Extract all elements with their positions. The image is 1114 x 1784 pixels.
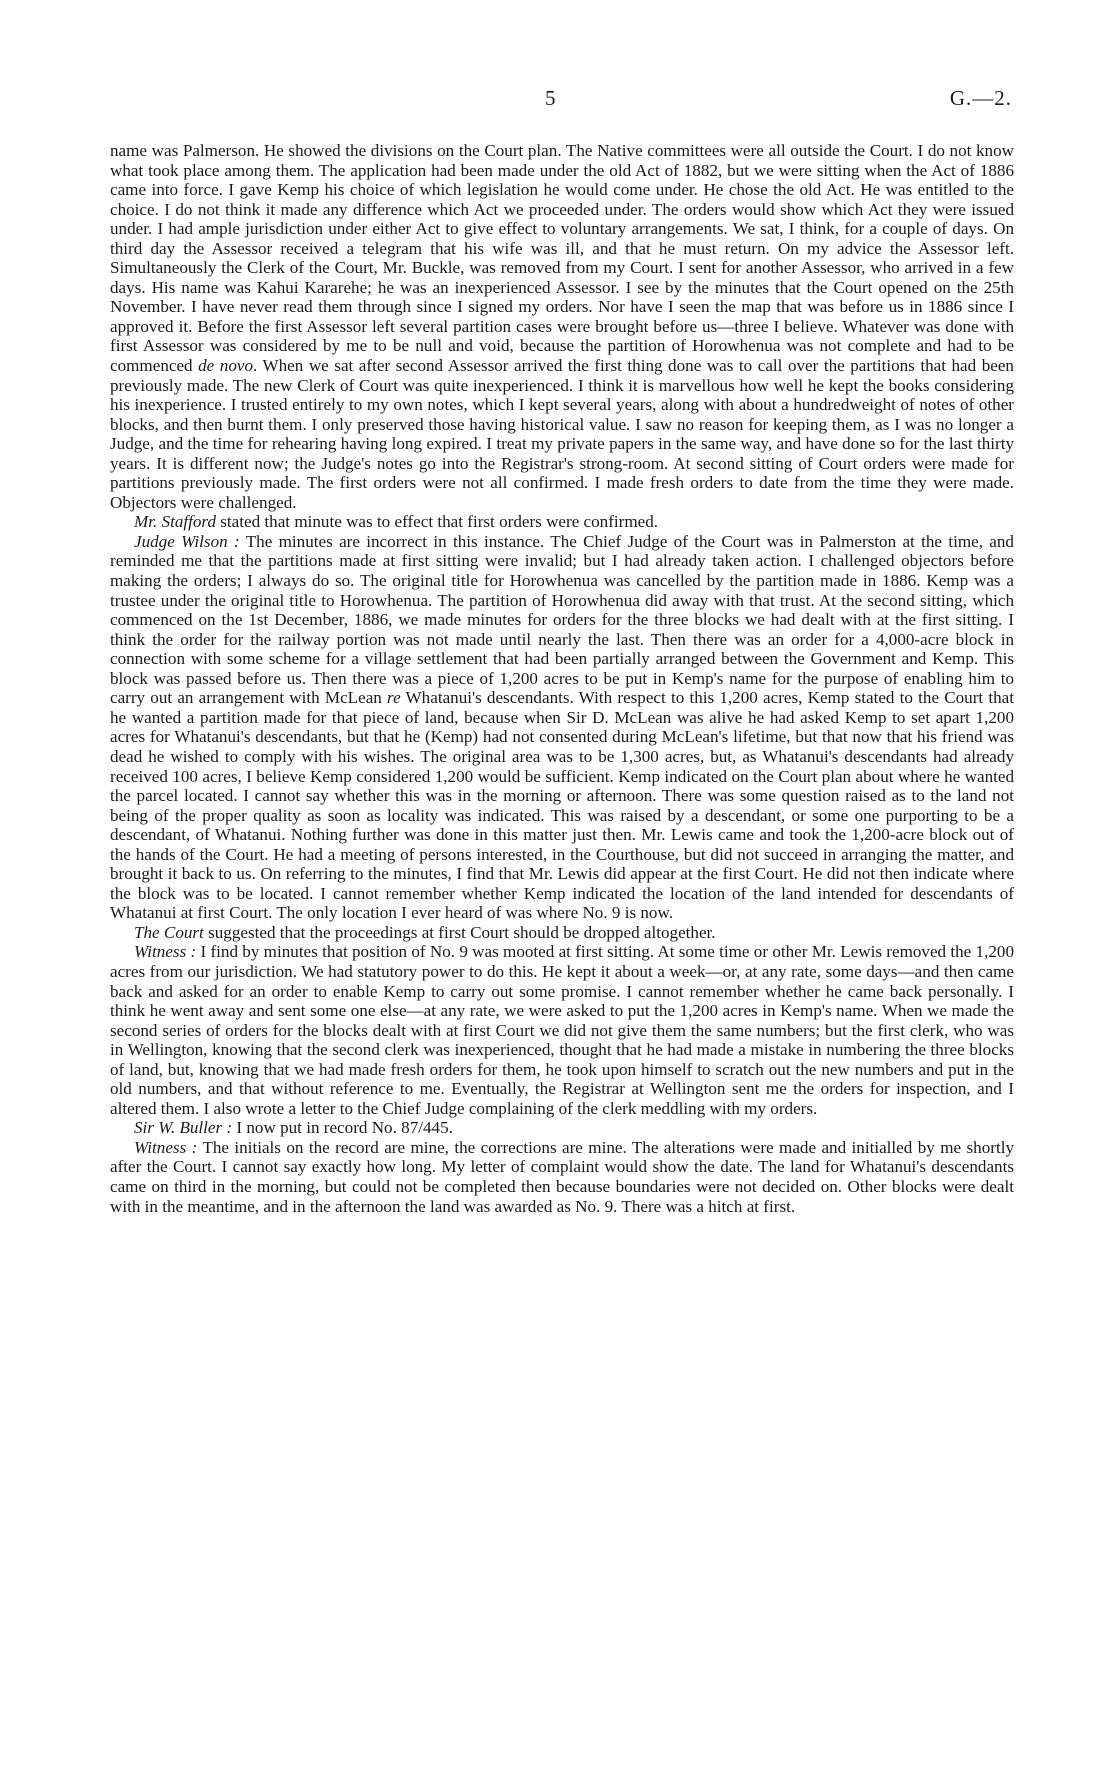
paragraph-text: . When we sat after second Assessor arrived the first thing done was to call over the partitions that had been previously made. The new Clerk of Court was quite inexperienced. I think it is marvellous how well he kept the books considering his inexperience. I trusted entirely to my own notes, which I kept several years, along with about a hundredweight of notes of other blocks, and then burnt them. I only preserved those having historical value. I saw no reason for keeping them, as I was no longer a Judge, and the time for rehearing having long expired. I treat my private papers in the same way, and have done so for the last thirty years. It is different now; the Judge's notes go into the Registrar's strong-room. At second sitting of Court orders were made for partitions previously made. The first orders were not all confirmed. I made fresh orders to date from the time they were made. Objectors were challenged. xyxy=(110,356,1014,512)
paragraph-text: I find by minutes that position of No. 9 was mooted at first sitting. At some time or other Mr. Lewis removed the 1,200 acres from our jurisdiction. We had statutory power to do this. He kept it about a week—or, at any rate, some days—and then came back and asked for an order to enable Kemp to carry out some promise. I cannot remember whether he came back personally. I think he went away and sent some one else—at any rate, we were asked to put the 1,200 acres in Kemp's name. When we made the second series of orders for the blocks dealt with at first Court we did not give them the same numbers; but the first clerk, who was in Wellington, knowing that the second clerk was inexperienced, thought that he had made a mistake in numbering the three blocks of land, but, knowing that we had made fresh orders for them, he took upon himself to scratch out the new numbers and put in the old numbers, and that without reference to me. Eventually, the Registrar at Wellington sent me the orders for inspection, and I altered them. I also wrote a letter to the Chief Judge complaining of the clerk meddling with my orders. xyxy=(110,942,1015,1118)
paragraph xyxy=(110,1138,1014,1216)
paragraph xyxy=(110,512,1014,532)
speaker-name: Sir W. Buller : xyxy=(134,1118,233,1138)
speaker-name: Witness : xyxy=(134,942,197,962)
document-reference: G.—2. xyxy=(949,86,1012,110)
paragraph xyxy=(110,532,1014,923)
paragraph xyxy=(110,141,1014,512)
body-text xyxy=(110,141,1014,1216)
page-number: 5 xyxy=(545,86,556,110)
paragraph-text: name was Palmerson. He showed the divisions on the Court plan. The Native committees were all outside the Court. I do not know what took place among them. The application had been made under the old Act of 1882, but we were sitting when the Act of 1886 came into force. I gave Kemp his choice of which legislation he would come under. He chose the old Act. He was entitled to the choice. I do not think it made any difference which Act we proceeded under. The orders would show which Act they were issued under. I had ample jurisdiction under either Act to give effect to voluntary arrangements. We sat, I think, for a couple of days. On third day the Assessor received a telegram that his wife was ill, and that he must return. On my advice the Assessor left. Simultaneously the Clerk of the Court, Mr. Buckle, was removed from my Court. I sent for another Assessor, who arrived in a few days. His name was Kahui Kararehe; he was an inexperienced Assessor. I see by the minutes that the Court opened on the 25th November. I have never read them through since I signed my orders. Nor have I seen the map that was before us in 1886 since I approved it. Before the first Assessor left several partition cases were brought before us—three I believe. Whatever was done with first Assessor was considered by me to be null and void, because the partition of Horowhenua was not complete and had to be commenced xyxy=(110,141,1014,376)
paragraph xyxy=(110,942,1014,1118)
paragraph xyxy=(110,923,1014,943)
paragraph-text: The minutes are incorrect in this instance. The Chief Judge of the Court was in Palmerston at the time, and reminded me that the partitions made at first sitting were invalid; but I had already taken action. I challenged objectors before making the orders; I always do so. The original title for Horowhenua was cancelled by the partition made in 1886. Kemp was a trustee under the original title to Horowhenua. The partition of Horowhenua did away with that trust. At the second sitting, which commenced on the 1st December, 1886, we made minutes for orders for the three blocks we had dealt with at the first sitting. I think the order for the railway portion was not made until nearly the last. Then there was an order for a 4,000-acre block in connection with some scheme for a village settlement that had been partially arranged between the Government and Kemp. This block was passed before us. Then there was a piece of 1,200 acres to be put in Kemp's name for the purpose of enabling him to carry out an arrangement with McLean xyxy=(110,531,1014,708)
paragraph-text: suggested that the proceedings at first Court should be dropped altogether. xyxy=(203,922,716,942)
paragraph-text: I now put in record No. 87/445. xyxy=(232,1118,453,1138)
speaker-name: Witness : xyxy=(134,1137,198,1157)
speaker-name: Mr. Stafford xyxy=(134,512,216,532)
paragraph-text: The initials on the record are mine, the corrections are mine. The alterations were made and initialled by me shortly after the Court. I cannot say exactly how long. My letter of complaint would show the date. The land for Whatanui's descendants came on third in the morning, but could not be completed then because boundaries were not decided on. Other blocks were dealt with in the meantime, and in the afternoon the land was awarded as No. 9. There was a hitch at first. xyxy=(110,1137,1015,1216)
speaker-name: The Court xyxy=(134,922,204,942)
page-header xyxy=(0,86,1114,116)
paragraph-text: stated that minute was to effect that first orders were confirmed. xyxy=(216,512,659,532)
italic-term: de novo xyxy=(198,356,253,376)
paragraph xyxy=(110,1118,1014,1138)
italic-term: re xyxy=(387,688,401,708)
paragraph-text: Whatanui's descendants. With respect to this 1,200 acres, Kemp stated to the Court that he wanted a partition made for that piece of land, because when Sir D. McLean was alive he had asked Kemp to set apart 1,200 acres for Whatanui's descendants, but that he (Kemp) had not consented during McLean's lifetime, but that now that his friend was dead he wished to comply with his wishes. The original area was to be 1,300 acres, but, as Whatanui's descendants had already received 100 acres, I believe Kemp considered 1,200 would be sufficient. Kemp indicated on the Court plan about where he wanted the parcel located. I cannot say whether this was in the morning or afternoon. There was some question raised as to the land not being of the proper quality as soon as locality was indicated. This was raised by a descendant, or some one purporting to be a descendant, of Whatanui. Nothing further was done in this matter just then. Mr. Lewis came and took the 1,200-acre block out of the hands of the Court. He had a meeting of persons interested, in the Courthouse, but did not succeed in arranging the matter, and brought it back to us. On referring to the minutes, I find that Mr. Lewis did appear at the first Court. He did not then indicate where the block was to be located. I cannot remember whether Kemp indicated the location of the land intended for descendants of Whatanui at first Court. The only location I ever heard of was where No. 9 is now. xyxy=(110,688,1014,923)
speaker-name: Judge Wilson : xyxy=(134,531,240,551)
